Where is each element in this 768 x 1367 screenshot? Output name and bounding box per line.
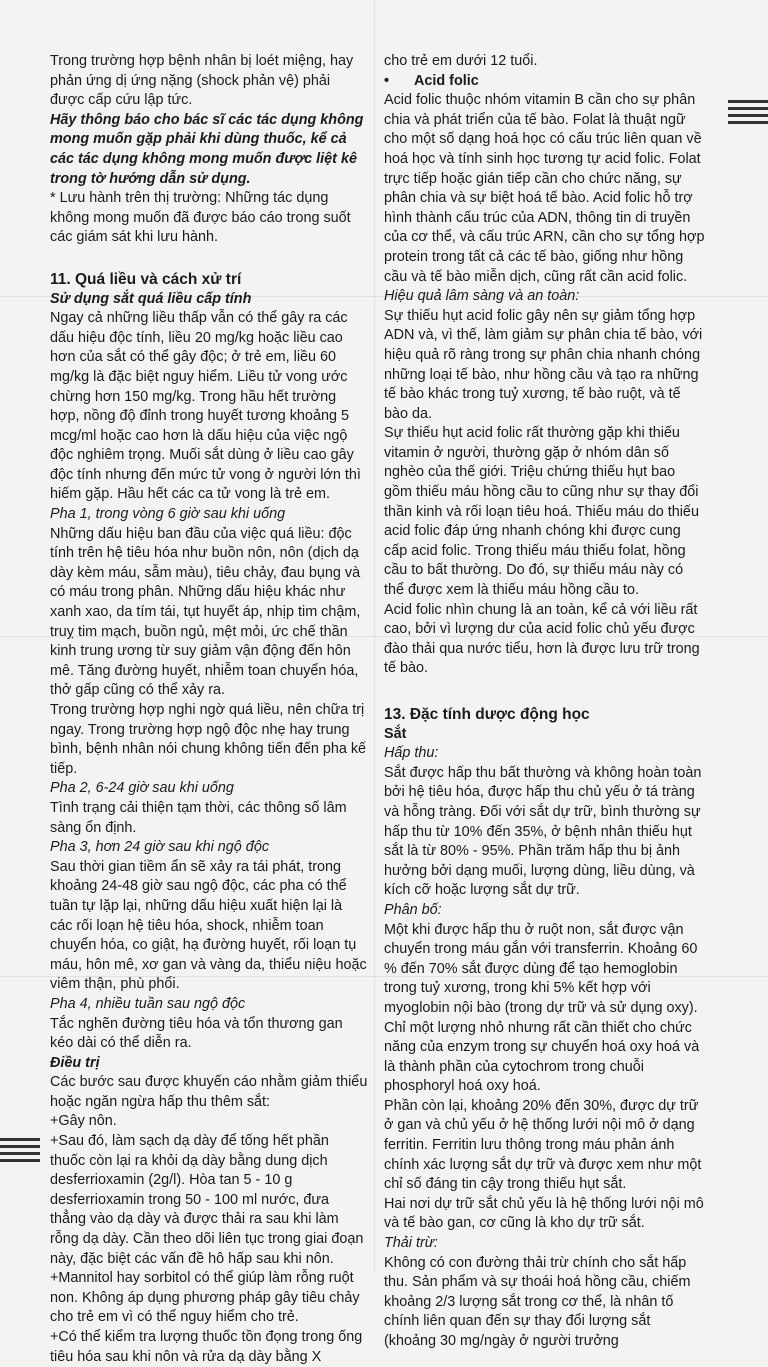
- paragraph: Trong trường hợp bệnh nhân bị loét miệng, hay phản ứng dị ứng nặng (shock phản vệ) phải được cấp cứu lập tức.: [50, 53, 354, 109]
- paragraph: Acid folic nhìn chung là an toàn, kể cả với liều rất cao, bởi vì lượng dư của acid folic chủ yếu được đào thải qua nước tiểu, hơn là được lưu trữ trong tế bào.: [384, 601, 700, 677]
- paragraph: Acid folic thuộc nhóm vitamin B cần cho sự phân chia và phát triển của tế bào. Folat là thuật ngữ cho một số dạng hoá học có cấu trúc liên quan về hoá học và tính sinh học tương tự acid folic. Folat trực tiếp hoặc gián tiếp cần cho chức năng, sự phân chia và sự biệt hoá tế bào. Acid folic hỗ trợ hình thành cấu trúc của ADN, thông tin di truyền của cơ thể, và cấu trúc ARN, cần cho sự tổng hợp protein trong tất cả các tế bào, giống như hồng cầu và tế bào miễn dịch, cũng rất cần acid folic.: [384, 92, 705, 285]
- paragraph: Ngay cả những liều thấp vẫn có thể gây ra các dấu hiệu độc tính, liều 20 mg/kg hoặc liều cao hơn của sắt có thể gây độc; ở trẻ em, liều 60 mg/kg là đặc biệt nguy hiểm. Liều tử vong ước chừng hơn 150 mg/kg. Trong hầu hết trường hợp, nồng độ đỉnh trong huyết tương khoảng 5 mcg/ml hoặc cao hơn là dấu hiệu của việc ngộ độc nghiêm trọng. Muối sắt dùng ở liều cao gây độc tính nhưng đến mức tử vong ở người lớn thì hiếm gặp. Hầu hết các ca tử vong là trẻ em.: [50, 310, 361, 503]
- subheading: Sử dụng sắt quá liều cấp tính: [50, 290, 252, 307]
- section-heading-pharmacokinetics: 13. Đặc tính dược động học: [384, 706, 590, 723]
- paragraph: Sự thiếu hụt acid folic gây nên sự giảm tổng hợp ADN và, vì thế, làm giảm sự phân chia tế bào, với hiệu quả rõ ràng trong sự phân chia nhanh chóng những loại tế bào, như hồng cầu và tạo ra những tế bào khác trong tuỷ xương, tế bào ruột, và tế bào da.: [384, 307, 703, 422]
- phase-label: Pha 4, nhiều tuần sau ngộ độc: [50, 995, 246, 1012]
- label-distribution: Phân bố:: [384, 901, 442, 918]
- subheading-treatment: Điều trị: [50, 1054, 100, 1071]
- paragraph: Những dấu hiệu ban đầu của việc quá liều: độc tính trên hệ tiêu hóa như buồn nôn, nôn (dịch dạ dày kèm máu, sẫm màu), tiêu chảy, đau bụng và có máu trong phân. Những dấu hiệu khác như xanh xao, da tím tái, tụt huyết áp, nhịp tim chậm, truỵ tim mạch, buồn ngủ, mệt mỏi, ức chế thần kinh trung ương từ suy giảm vận động đến hôn mê. Tăng đường huyết, nhiễm toan chuyển hóa, thở gấp cũng có thể xảy ra.: [50, 525, 361, 699]
- right-column: [384, 52, 706, 1352]
- paragraph: Các bước sau được khuyến cáo nhằm giảm thiểu hoặc ngăn ngừa hấp thu thêm sắt:: [50, 1074, 368, 1110]
- paragraph: Phần còn lại, khoảng 20% đến 30%, được dự trữ ở gan và chủ yếu ở hệ thống lưới nội mô ở dạng ferritin. Ferritin lưu thông trong máu phản ánh chính xác lượng sắt dự trữ và được xem như một chỉ số đáng tin cậy trong thiếu hụt sắt.: [384, 1097, 702, 1193]
- paragraph: Sự thiếu hụt acid folic rất thường gặp khi thiếu vitamin ở người, thường gặp ở nhóm dân số nghèo của thế giới. Triệu chứng thiếu hụt bao gồm thiếu máu hồng cầu to cũng như sự thay đổi thần kinh và rối loạn tiêu hoá. Thiếu máu do thiếu acid folic đáp ứng nhanh chóng khi được cung cấp acid folic. Trong thiếu máu thiếu folat, hồng cầu to bất thường. Do đó, sự thiếu máu này có thể được xem là thiếu máu hồng cầu to.: [384, 425, 699, 599]
- phase-label: Pha 2, 6-24 giờ sau khi uống: [50, 780, 234, 797]
- list-item: +Có thể kiểm tra lượng thuốc tồn đọng trong ống tiêu hóa sau khi nôn và rửa dạ dày bằng X: [50, 1329, 363, 1365]
- label-elimination: Thải trừ:: [384, 1235, 438, 1252]
- warning-paragraph: Hãy thông báo cho bác sĩ các tác dụng không mong muốn gặp phải khi dùng thuốc, kể cả các tác dụng không mong muốn được liệt kê trong tờ hướng dẫn sử dụng.: [50, 111, 364, 187]
- paragraph: Tắc nghẽn đường tiêu hóa và tổn thương gan kéo dài có thể diễn ra.: [50, 1015, 343, 1052]
- paragraph: cho trẻ em dưới 12 tuổi.: [384, 53, 538, 69]
- paragraph: Không có con đường thải trừ chính cho sắt hấp thu. Sản phẩm và sự thoái hoá hồng cầu, chiếm khoảng 2/3 lượng sắt trong cơ thể, là nhân tố chính liên quan đến sự thay đổi lượng sắt (khoảng 30 mg/ngày ở người trưởng: [384, 1254, 691, 1349]
- subheading: Hiệu quả lâm sàng và an toàn:: [384, 288, 580, 305]
- list-item: +Mannitol hay sorbitol có thể giúp làm rỗng ruột non. Không áp dụng phương pháp gây tiêu chảy cho trẻ em vì có thể nguy hiểm cho trẻ.: [50, 1270, 360, 1326]
- phase-label: Pha 3, hơn 24 giờ sau khi ngộ độc: [50, 839, 270, 856]
- crop-marks-left: [0, 1138, 40, 1166]
- list-item: +Sau đó, làm sạch dạ dày để tống hết phần thuốc còn lại ra khỏi dạ dày bằng dung dịch desferrioxamin (2g/l). Hòa tan 5 - 10 g desferrioxamin trong 50 - 100 ml nước, đưa thẳng vào dạ dày và được thải ra sau khi làm rỗng dạ dày. Cần theo dõi liên tục trong giai đoạn này, đặc biệt các vấn đề hô hấp sau khi nôn.: [50, 1133, 364, 1267]
- bullet-heading-folic-acid: [384, 72, 706, 92]
- bullet-title: Acid folic: [414, 72, 479, 89]
- fold-line: [374, 0, 375, 1272]
- paragraph: Tình trạng cải thiện tạm thời, các thông số lâm sàng ổn định.: [50, 799, 347, 836]
- bullet-icon: •: [384, 72, 390, 89]
- phase-label: Pha 1, trong vòng 6 giờ sau khi uống: [50, 506, 286, 523]
- paragraph: * Lưu hành trên thị trường: Những tác dụng không mong muốn đã được báo cáo trong suốt các giám sát khi lưu hành.: [50, 190, 351, 246]
- left-column: [50, 52, 368, 1367]
- subheading-iron: Sắt: [384, 725, 407, 742]
- paragraph: Trong trường hợp nghi ngờ quá liều, nên chữa trị ngay. Trong trường hợp ngộ độc nhẹ hay trung bình, bệnh nhân nói chung không tiến đến pha kế tiếp.: [50, 702, 367, 777]
- list-item: +Gây nôn.: [50, 1113, 117, 1130]
- paragraph: Sắt được hấp thu bất thường và không hoàn toàn bởi hệ tiêu hóa, được hấp thu chủ yếu ở tá tràng và hỗng tràng. Đối với sắt dự trữ, bình thường sự hấp thu từ 10% đến 35%, ở bệnh nhân thiếu hụt sắt là từ 80% - 95%. Phần trăm hấp thu bị ảnh hưởng bởi dạng muối, lượng dùng, liều dùng, và kích cỡ hoặc lượng sắt dự trữ.: [384, 764, 702, 899]
- paragraph: Một khi được hấp thu ở ruột non, sắt được vận chuyển trong máu gắn với transferrin. Khoảng 60 % đến 70% sắt được dùng để tạo hemoglobin trong tuỷ xương, trong khi 5% kết hợp với myoglobin nội bào (trong dự trữ và sử dụng oxy). Chỉ một lượng nhỏ nhưng rất cần thiết cho chức năng của enzym trong sự chuyển hoá oxy hoá và là thành phần của cytochrom trong chuỗi phosphoryl hoá oxy hoá.: [384, 921, 700, 1095]
- paragraph: Hai nơi dự trữ sắt chủ yếu là hệ thống lưới nội mô và tế bào gan, cơ cũng là kho dự trữ sắt.: [384, 1195, 704, 1232]
- crop-marks-right: [728, 100, 768, 128]
- paragraph: Sau thời gian tiềm ẩn sẽ xảy ra tái phát, trong khoảng 24-48 giờ sau ngộ độc, các pha có thể tuần tự lặp lại, những dấu hiệu xuất hiện lại là các rối loạn hệ tiêu hóa, shock, nhiễm toan chuyển hóa, co giật, hạ đường huyết, rối loạn tụ máu, hôn mê, xơ gan và vàng da, thiểu niệu hoặc viêm thận, phù phổi.: [50, 858, 367, 993]
- section-heading-overdose: 11. Quá liều và cách xử trí: [50, 270, 242, 288]
- label-absorption: Hấp thu:: [384, 745, 439, 762]
